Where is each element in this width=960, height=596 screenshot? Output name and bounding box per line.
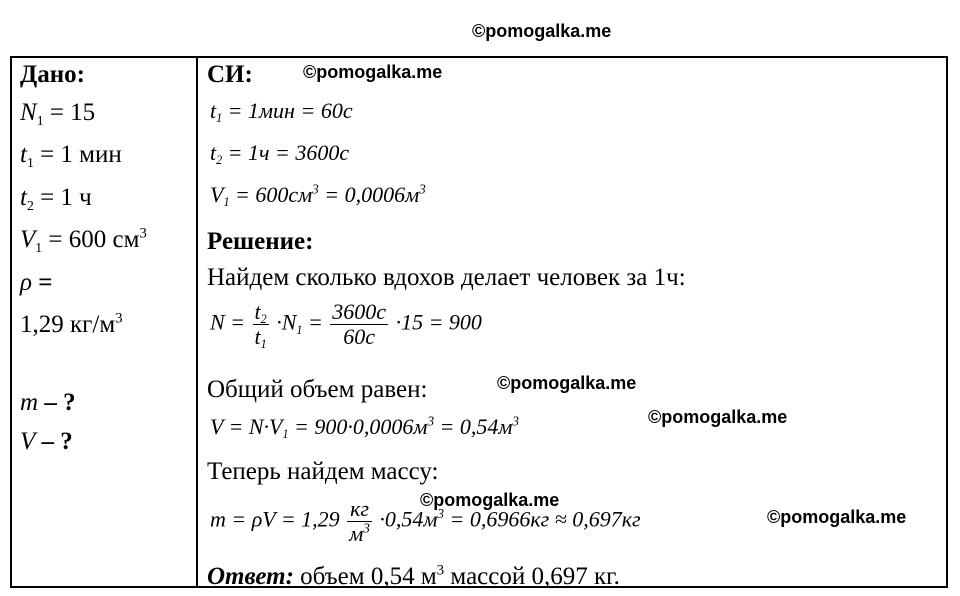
given-rho-value xyxy=(20,312,123,337)
superscript: 3 xyxy=(419,181,426,197)
lhs: m = ρV = 1,29 xyxy=(210,506,340,532)
step2-text: Общий объем равен: xyxy=(207,376,428,403)
superscript: 3 xyxy=(437,506,444,522)
value: = xyxy=(38,269,53,296)
term: ·N xyxy=(276,309,297,335)
value: 1,29 кг/м xyxy=(20,311,116,338)
value: = 1 ч xyxy=(40,184,92,211)
watermark-top: ©pomogalka.me xyxy=(472,21,612,41)
numerator: кг xyxy=(347,497,372,522)
answer-text: массой 0,697 кг. xyxy=(444,563,620,590)
expression: = 0,6966кг ≈ 0,697кг xyxy=(443,506,641,532)
value: = 1 мин xyxy=(40,141,122,168)
lhs: N = xyxy=(210,309,246,335)
superscript: 3 xyxy=(312,181,319,197)
equation-v xyxy=(210,413,520,442)
given-rho xyxy=(20,270,53,295)
subscript: 1 xyxy=(36,112,44,128)
symbol: t xyxy=(20,141,27,168)
value: = 15 xyxy=(49,99,96,126)
expression: = 600см xyxy=(235,182,313,207)
subscript: 1 xyxy=(35,239,43,255)
numerator xyxy=(253,300,269,325)
superscript: 3 xyxy=(427,413,435,429)
symbol: m xyxy=(20,389,39,416)
watermark-far-right: ©pomogalka.me xyxy=(767,507,907,527)
given-n1 xyxy=(20,99,96,128)
expression: = 0,0006м xyxy=(318,182,420,207)
si-t2 xyxy=(210,140,350,168)
symbol: м xyxy=(349,521,364,547)
superscript: 3 xyxy=(115,310,123,327)
superscript: 3 xyxy=(436,562,445,579)
denominator xyxy=(253,324,269,352)
answer-label: Ответ: xyxy=(207,563,294,590)
expression: V = N·V xyxy=(210,414,283,439)
symbol: ρ xyxy=(20,269,32,296)
subscript: 2 xyxy=(260,312,267,327)
symbol: t xyxy=(20,184,27,211)
subscript: 1 xyxy=(26,154,34,170)
find-v xyxy=(20,429,73,454)
given-v1 xyxy=(20,225,147,255)
equals: = xyxy=(302,309,323,335)
symbol: t xyxy=(254,324,261,350)
expression: = 0,54м xyxy=(434,414,513,439)
expression: = 900·0,0006м xyxy=(288,414,428,439)
column-divider xyxy=(196,56,198,588)
given-t2 xyxy=(20,184,92,213)
step1-text: Найдем сколько вдохов делает человек за 1ч: xyxy=(207,264,686,291)
symbol: t xyxy=(254,299,261,324)
denominator xyxy=(347,522,372,546)
superscript: 3 xyxy=(512,413,520,429)
subscript: 1 xyxy=(223,195,230,210)
subscript: 2 xyxy=(26,197,34,213)
given-t1 xyxy=(20,141,122,170)
si-v1 xyxy=(210,181,426,210)
symbol: V xyxy=(210,182,224,207)
watermark-right: ©pomogalka.me xyxy=(648,407,788,427)
watermark-mass: ©pomogalka.me xyxy=(420,490,560,510)
symbol: N xyxy=(20,99,37,126)
symbol: V xyxy=(20,226,36,253)
watermark-volume: ©pomogalka.me xyxy=(497,373,637,393)
si-header: СИ: xyxy=(207,61,253,88)
fraction-kg-m3 xyxy=(347,497,372,546)
value: – ? xyxy=(44,389,76,416)
given-header: Дано: xyxy=(20,61,85,88)
answer-line xyxy=(207,564,620,589)
value: = 600 см xyxy=(48,226,140,253)
subscript: 1 xyxy=(296,322,303,337)
equation-n xyxy=(210,299,482,352)
expression: = 1ч = 3600с xyxy=(227,140,350,165)
subscript: 1 xyxy=(282,427,289,442)
solution-header: Решение: xyxy=(207,228,314,255)
subscript: 1 xyxy=(260,337,267,352)
fraction-times xyxy=(330,300,388,349)
fraction-t2-t1 xyxy=(253,299,269,352)
subscript: 2 xyxy=(216,153,223,168)
denominator: 60с xyxy=(343,324,376,350)
subscript: 1 xyxy=(216,111,223,126)
answer-text: объем 0,54 м xyxy=(293,563,437,590)
superscript: 3 xyxy=(363,520,370,536)
si-t1 xyxy=(210,98,353,126)
expression: = 1мин = 60с xyxy=(227,98,353,123)
expression: ·0,54м xyxy=(379,506,438,532)
symbol: t xyxy=(210,140,217,165)
superscript: 3 xyxy=(139,225,147,242)
watermark-si: ©pomogalka.me xyxy=(303,62,443,82)
result: ·15 = 900 xyxy=(395,309,482,335)
numerator: 3600с xyxy=(332,299,387,324)
step3-text: Теперь найдем массу: xyxy=(207,458,439,485)
find-m xyxy=(20,390,76,415)
equation-m xyxy=(210,497,641,546)
value: – ? xyxy=(41,428,73,455)
symbol: t xyxy=(210,98,217,123)
symbol: V xyxy=(20,428,36,455)
